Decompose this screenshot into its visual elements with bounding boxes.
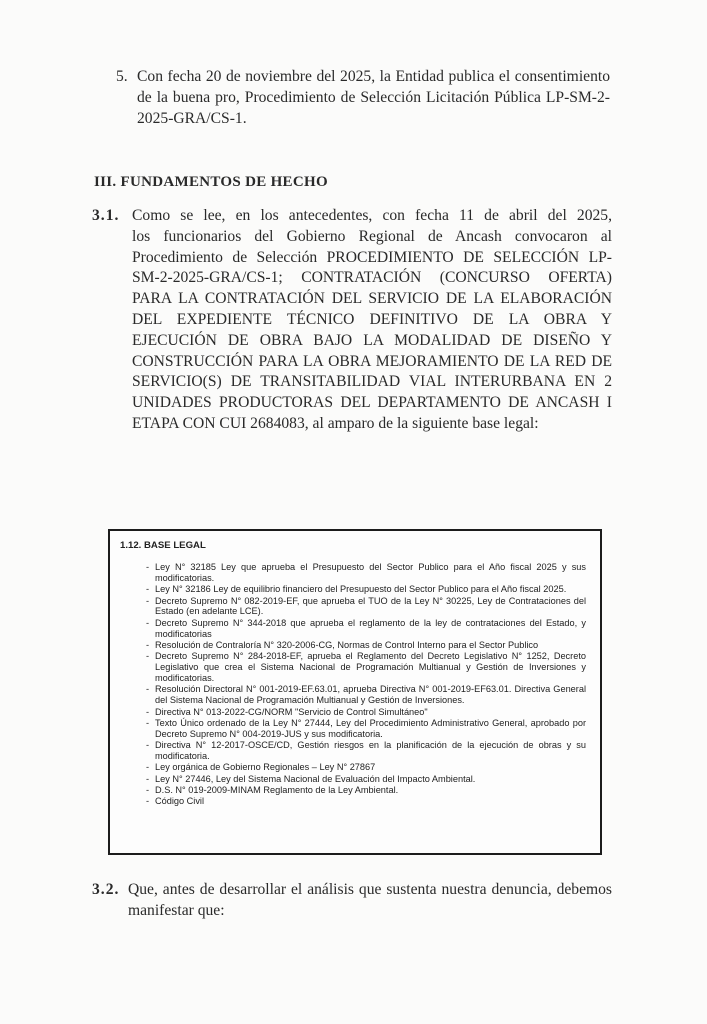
list-item: - Ley N° 27446, Ley del Sistema Nacional de Evaluación del Impacto Ambiental.: [146, 773, 476, 784]
paragraph-line: DEL EXPEDIENTE TÉCNICO DEFINITIVO DE LA OBRA Y: [132, 310, 612, 328]
list-item-text: Texto Único ordenado de la Ley N° 27444, Ley del Procedimiento Administrativo General, aprobado por Decreto Supremo N° 004-2019-JUS y sus modificatoria.: [155, 717, 586, 739]
list-item-text: Ley N° 32185 Ley que aprueba el Presupuesto del Sector Publico para el Año fiscal 2025 y sus modificatorias.: [155, 562, 586, 583]
paragraph-5-number: 5.: [116, 68, 128, 85]
paragraph-line: EJECUCIÓN DE OBRA BAJO LA MODALIDAD DE DISEÑO Y: [132, 331, 612, 349]
paragraph-line: Procedimiento de Selección PROCEDIMIENTO DE SELECCIÓN LP-: [132, 248, 612, 266]
paragraph-3-1: [92, 206, 612, 435]
list-item-text: Directiva N° 013-2022-CG/NORM "Servicio de Control Simultáneo": [155, 706, 428, 717]
list-item: - D.S. N° 019-2009-MINAM Reglamento de la Ley Ambiental.: [146, 784, 399, 795]
paragraph-3-2-text: Que, antes de desarrollar el análisis que sustenta nuestra denuncia, debemos manifestar que:: [128, 881, 612, 919]
paragraph-5: [116, 66, 610, 129]
list-item: - Ley orgánica de Gobierno Regionales – Ley N° 27867: [146, 762, 376, 773]
list-item-text: Decreto Supremo N° 344-2018 que aprueba el reglamento de la ley de contrataciones del Estado, y modificatorias: [155, 617, 586, 639]
paragraph-3-1-text: [132, 206, 612, 435]
section-title: III. FUNDAMENTOS DE HECHO: [94, 174, 328, 190]
paragraph-5-text: Con fecha 20 de noviembre del 2025, la Entidad publica el consentimiento de la buena pro, Procedimiento de Selección Licitación Pública LP-SM-2-2025-GRA/CS-1.: [137, 68, 610, 127]
list-item: - Ley N° 32186 Ley de equilibrio financiero del Presupuesto del Sector Publico para el Año fiscal 2025.: [146, 584, 567, 595]
paragraph-line: Como se lee, en los antecedentes, con fecha 11 de abril del 2025,: [132, 207, 612, 224]
list-item-text: Ley N° 27446, Ley del Sistema Nacional de Evaluación del Impacto Ambiental.: [155, 773, 476, 784]
list-item-text: Decreto Supremo N° 284-2018-EF, aprueba el Reglamento del Decreto Legislativo N° 1252, Decreto Legislativo que crea el Sistema Nacional de Programación Multianual y Gestión de Inversiones y modificatorias.: [155, 651, 586, 684]
list-item-text: Decreto Supremo N° 082-2019-EF, que aprueba el TUO de la Ley N° 30225, Ley de Contrataciones del Estado (en adelante LCE).: [155, 595, 586, 617]
paragraph-3-2: [92, 879, 612, 921]
paragraph-line: SERVICIO(S) DE TRANSITABILIDAD VIAL INTERURBANA EN 2: [132, 373, 612, 391]
list-item-text: Ley orgánica de Gobierno Regionales – Ley N° 27867: [155, 762, 376, 773]
paragraph-3-1-number: 3.1.: [92, 207, 120, 224]
base-legal-list: [120, 562, 590, 807]
list-item: - Resolución de Contraloría N° 320-2006-CG, Normas de Control Interno para el Sector Publico: [146, 639, 539, 650]
list-item-text: D.S. N° 019-2009-MINAM Reglamento de la Ley Ambiental.: [155, 784, 399, 795]
list-item-text: Resolución Directoral N° 001-2019-EF.63.01, aprueba Directiva N° 001-2019-EF63.01. Directiva General del Sistema Nacional de Programación Multianual y Gestión de Inversiones.: [155, 684, 586, 706]
list-item: - Decreto Supremo N° 082-2019-EF, que aprueba el TUO de la Ley N° 30225, Ley de Contrataciones del Estado (en adelante LCE).: [146, 595, 586, 617]
list-item: - Código Civil: [146, 796, 205, 807]
paragraph-line: PARA LA CONTRATACIÓN DEL SERVICIO DE LA ELABORACIÓN: [132, 290, 612, 308]
paragraph-line: SM-2-2025-GRA/CS-1; CONTRATACIÓN (CONCURSO OFERTA): [132, 269, 612, 287]
list-item: - Decreto Supremo N° 284-2018-EF, aprueba el Reglamento del Decreto Legislativo N° 1252, Decreto Legislativo que crea el Sistema Nacional de Programación Multianual y Gestión de Inversiones y modificatorias.: [146, 651, 586, 684]
base-legal-box: [108, 529, 602, 855]
paragraph-line: ETAPA CON CUI 2684083, al amparo de la siguiente base legal:: [132, 414, 539, 432]
list-item: - Texto Único ordenado de la Ley N° 27444, Ley del Procedimiento Administrativo General, aprobado por Decreto Supremo N° 004-2019-JUS y sus modificatoria.: [146, 717, 586, 739]
list-item: - Directiva N° 12-2017-OSCE/CD, Gestión riesgos en la planificación de la ejecución de obras y su modificatoria.: [146, 740, 586, 761]
list-item: - Resolución Directoral N° 001-2019-EF.63.01, aprueba Directiva N° 001-2019-EF63.01. Directiva General del Sistema Nacional de Programación Multianual y Gestión de Inversiones.: [146, 684, 586, 706]
paragraph-line: los funcionarios del Gobierno Regional de Ancash convocaron al: [132, 227, 612, 245]
paragraph-3-2-number: 3.2.: [92, 881, 120, 898]
list-item: - Directiva N° 013-2022-CG/NORM "Servicio de Control Simultáneo": [146, 706, 428, 717]
list-item-text: Directiva N° 12-2017-OSCE/CD, Gestión riesgos en la planificación de la ejecución de obras y su modificatoria.: [155, 740, 586, 761]
list-item: - Decreto Supremo N° 344-2018 que aprueba el reglamento de la ley de contrataciones del Estado, y modificatorias: [146, 617, 586, 639]
paragraph-line: CONSTRUCCIÓN PARA LA OBRA MEJORAMIENTO DE LA RED DE: [132, 352, 612, 370]
list-item-text: Ley N° 32186 Ley de equilibrio financiero del Presupuesto del Sector Publico para el Año fiscal 2025.: [155, 584, 567, 595]
list-item-text: Código Civil: [155, 796, 205, 807]
base-legal-heading: 1.12. BASE LEGAL: [120, 540, 206, 551]
paragraph-line: UNIDADES PRODUCTORAS DEL DEPARTAMENTO DE ANCASH I: [132, 394, 612, 412]
list-item-text: Resolución de Contraloría N° 320-2006-CG, Normas de Control Interno para el Sector Publico: [155, 639, 539, 650]
list-item: - Ley N° 32185 Ley que aprueba el Presupuesto del Sector Publico para el Año fiscal 2025 y sus modificatorias.: [146, 562, 586, 583]
